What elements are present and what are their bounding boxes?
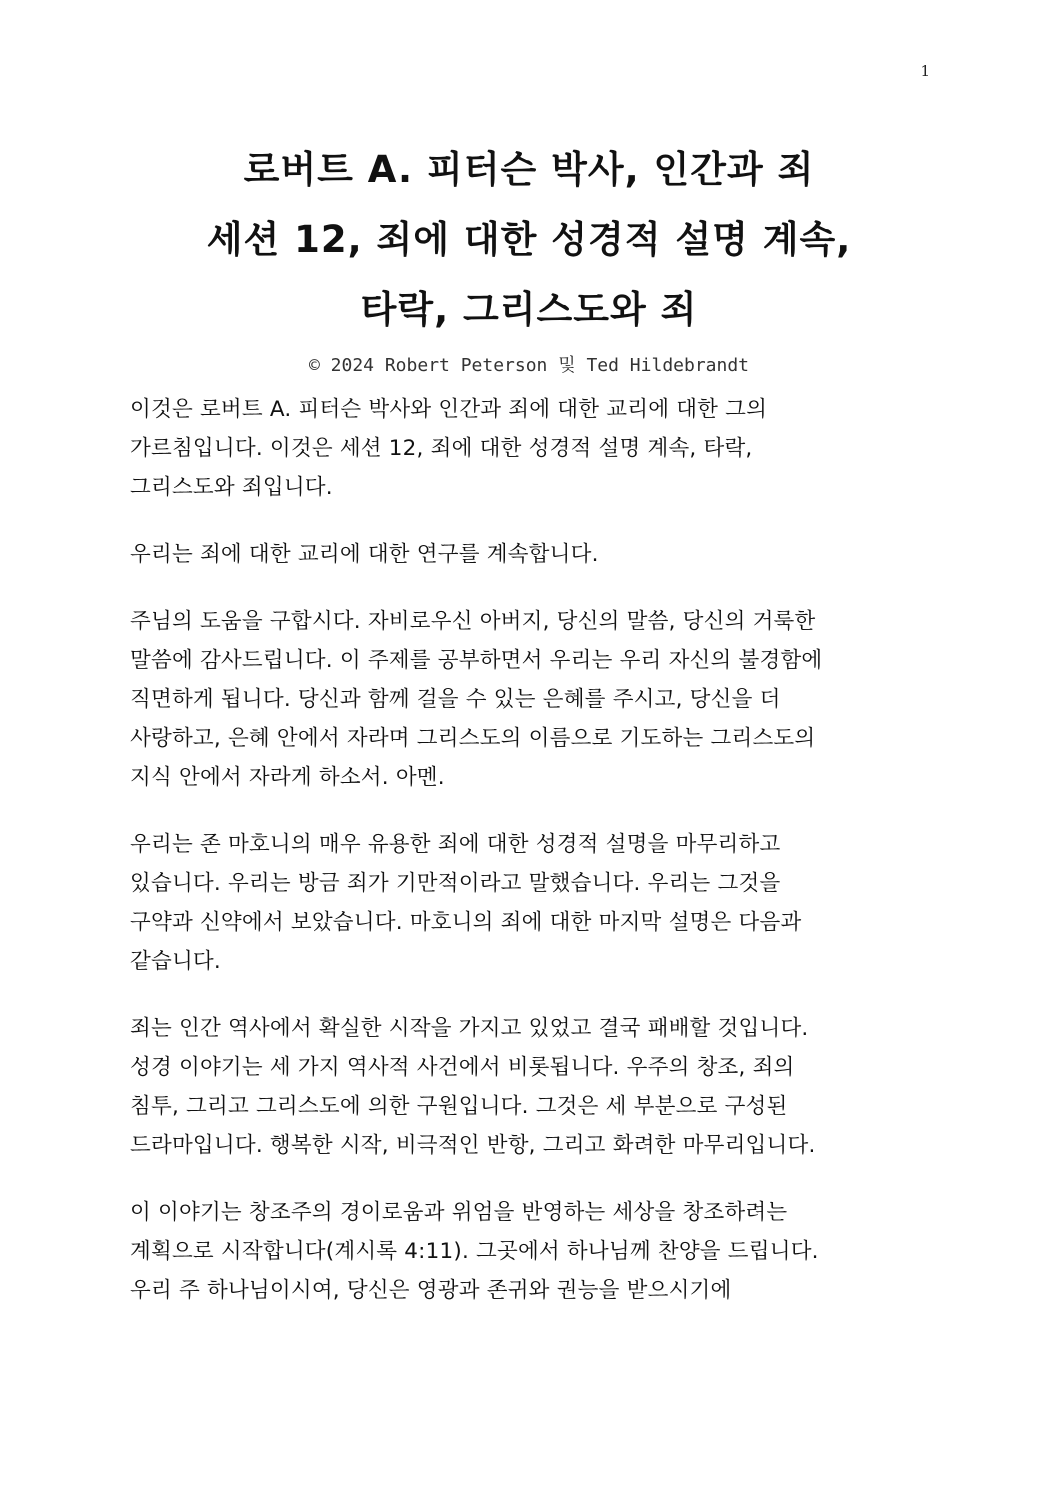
paragraph-line: 말씀에 감사드립니다. 이 주제를 공부하면서 우리는 우리 자신의 불경함에 [130, 648, 823, 673]
copyright-notice: © 2024 Robert Peterson 및 Ted Hildebrandt [308, 355, 750, 376]
paragraph-line: 있습니다. 우리는 방금 죄가 기만적이라고 말했습니다. 우리는 그것을 [130, 871, 781, 896]
page-number: 1 [920, 62, 930, 80]
paragraph-line: 지식 안에서 자라게 하소서. 아멘. [130, 765, 445, 790]
document-title-block [0, 135, 1058, 377]
paragraph-line: 우리는 존 마호니의 매우 유용한 죄에 대한 성경적 설명을 마무리하고 [130, 832, 781, 857]
document-body [130, 390, 930, 1338]
paragraph-line: 침투, 그리고 그리스도에 의한 구원입니다. 그것은 세 부분으로 구성된 [130, 1094, 788, 1119]
paragraph-line: 드라마입니다. 행복한 시작, 비극적인 반항, 그리고 화려한 마무리입니다. [130, 1133, 816, 1158]
title-line-3: 타락, 그리스도와 죄 [360, 288, 698, 331]
paragraph-line: 이것은 로버트 A. 피터슨 박사와 인간과 죄에 대한 교리에 대한 그의 [130, 397, 768, 422]
paragraph-creation [130, 1193, 930, 1310]
paragraph-line: 같습니다. [130, 949, 221, 974]
paragraph-continue [130, 535, 930, 574]
paragraph-line: 성경 이야기는 세 가지 역사적 사건에서 비롯됩니다. 우주의 창조, 죄의 [130, 1055, 795, 1080]
title-line-2: 세션 12, 죄에 대한 성경적 설명 계속, [206, 218, 852, 261]
paragraph-line: 우리 주 하나님이시여, 당신은 영광과 존귀와 권능을 받으시기에 [130, 1278, 732, 1303]
paragraph-line: 구약과 신약에서 보았습니다. 마호니의 죄에 대한 마지막 설명은 다음과 [130, 910, 802, 935]
paragraph-prayer [130, 602, 930, 797]
paragraph-line: 우리는 죄에 대한 교리에 대한 연구를 계속합니다. [130, 542, 599, 567]
paragraph-line: 그리스도와 죄입니다. [130, 475, 333, 500]
paragraph-intro [130, 390, 930, 507]
paragraph-line: 죄는 인간 역사에서 확실한 시작을 가지고 있었고 결국 패배할 것입니다. [130, 1016, 809, 1041]
paragraph-line: 이 이야기는 창조주의 경이로움과 위엄을 반영하는 세상을 창조하려는 [130, 1200, 788, 1225]
paragraph-line: 직면하게 됩니다. 당신과 함께 걸을 수 있는 은혜를 주시고, 당신을 더 [130, 687, 781, 712]
paragraph-line: 주님의 도움을 구합시다. 자비로우신 아버지, 당신의 말씀, 당신의 거룩한 [130, 609, 816, 634]
paragraph-history [130, 1009, 930, 1165]
paragraph-line: 사랑하고, 은혜 안에서 자라며 그리스도의 이름으로 기도하는 그리스도의 [130, 726, 816, 751]
paragraph-mahoney [130, 825, 930, 981]
paragraph-line: 가르침입니다. 이것은 세션 12, 죄에 대한 성경적 설명 계속, 타락, [130, 436, 753, 461]
title-line-1: 로버트 A. 피터슨 박사, 인간과 죄 [243, 148, 815, 191]
paragraph-line: 계획으로 시작합니다(계시록 4:11). 그곳에서 하나님께 찬양을 드립니다. [130, 1239, 819, 1264]
